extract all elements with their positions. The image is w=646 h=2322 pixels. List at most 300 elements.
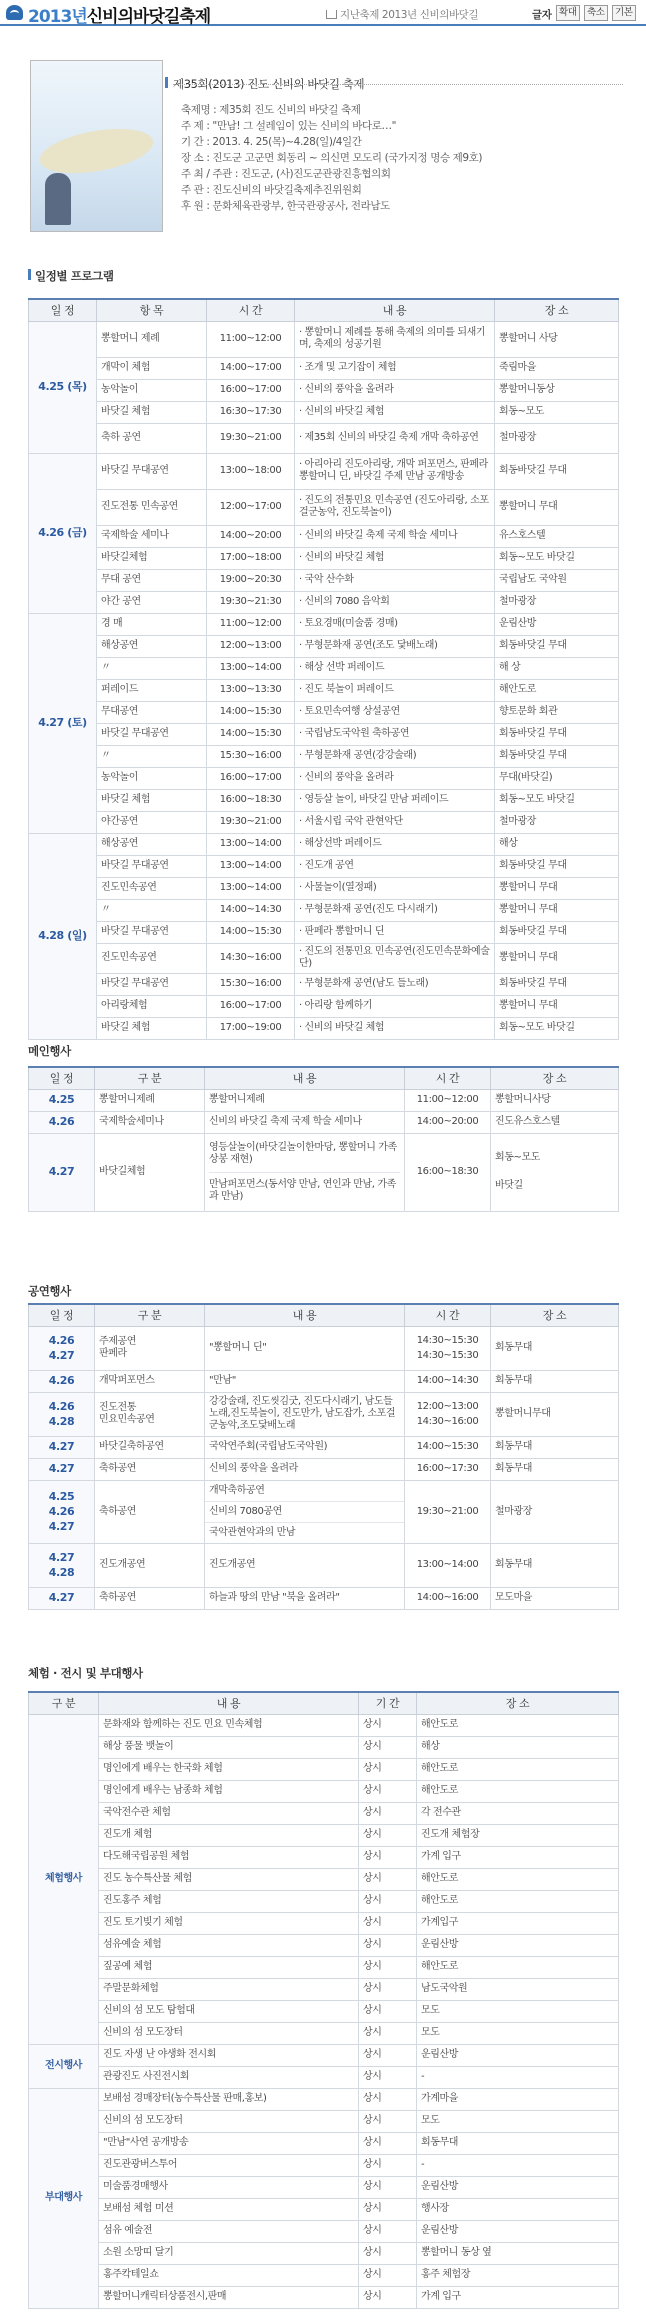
info-divider bbox=[173, 84, 623, 85]
festival-logo-icon bbox=[6, 5, 23, 20]
content-cell: · 영등살 놀이, 바닷길 만남 퍼레이드 bbox=[295, 789, 495, 811]
content-line: "만남" bbox=[209, 1375, 236, 1386]
table-row bbox=[29, 2286, 619, 2308]
content-cell bbox=[205, 1392, 405, 1436]
period-cell: 상시 bbox=[359, 2176, 417, 2198]
poster-figure bbox=[45, 173, 71, 225]
content-cell bbox=[205, 1480, 405, 1543]
content-cell: · 신비의 풍악을 올려라 bbox=[295, 379, 495, 401]
content-cell: · 무형문화재 공연(남도 들노래) bbox=[295, 973, 495, 995]
date-cell: 4.27 (토) bbox=[29, 613, 97, 833]
place-cell: 뽕할머니 무대 bbox=[495, 899, 619, 921]
type-line: 민요민속공연 bbox=[99, 1414, 155, 1425]
time-cell: 19:00~20:30 bbox=[207, 569, 295, 591]
table-row bbox=[29, 2066, 619, 2088]
content-cell: 문화재와 함께하는 진도 민요 민속체험 bbox=[99, 1714, 359, 1736]
table-row bbox=[29, 943, 619, 973]
content-cell: · 판페라 뽕할머니 딘 bbox=[295, 921, 495, 943]
item-cell: 무대 공연 bbox=[97, 569, 207, 591]
place-cell: 회동무대 bbox=[491, 1543, 619, 1587]
period-cell: 상시 bbox=[359, 2242, 417, 2264]
content-cell: "만남"사연 공개방송 bbox=[99, 2132, 359, 2154]
content-cell: · 국립남도국악원 축하공연 bbox=[295, 723, 495, 745]
type-cell bbox=[95, 1458, 205, 1480]
time-cell: 17:00~18:00 bbox=[207, 547, 295, 569]
col-header-time: 시 간 bbox=[405, 1304, 491, 1326]
type-line: 주제공연 bbox=[99, 1336, 137, 1347]
period-cell: 상시 bbox=[359, 2066, 417, 2088]
place-cell bbox=[491, 1133, 619, 1211]
content-cell: 주말문화체험 bbox=[99, 1978, 359, 2000]
content-cell: · 국악 산수화 bbox=[295, 569, 495, 591]
content-cell: · 서울시립 국악 관현악단 bbox=[295, 811, 495, 833]
performances-section-title: 공연행사 bbox=[28, 1284, 71, 1298]
item-cell: 진도민속공연 bbox=[97, 943, 207, 973]
time-cell bbox=[405, 1436, 491, 1458]
table-row bbox=[29, 569, 619, 591]
place-cell: 회동~모도 바닷길 bbox=[495, 547, 619, 569]
place-line: 회동~모도 bbox=[495, 1152, 541, 1163]
period-cell: 상시 bbox=[359, 1868, 417, 1890]
time-line: 14:00~15:30 bbox=[416, 1441, 479, 1452]
item-cell: 〃 bbox=[97, 745, 207, 767]
table-row bbox=[29, 877, 619, 899]
time-cell: 11:00~12:00 bbox=[405, 1089, 491, 1111]
place-cell: - bbox=[417, 2066, 619, 2088]
table-row bbox=[29, 789, 619, 811]
type-line: 축하공연 bbox=[99, 1463, 137, 1474]
content-line: 강강술래, 진도씻김굿, 진도다시래기, 남도들노래,진도북놀이, 진도만가, 남도잡가, 소포걸군농악,조도닻배노래 bbox=[209, 1396, 396, 1431]
content-cell: 국악전수관 체험 bbox=[99, 1802, 359, 1824]
date-line: 4.25 bbox=[48, 1489, 75, 1503]
table-row bbox=[29, 1326, 619, 1370]
content-cell: · 신비의 바닷길 체험 bbox=[295, 547, 495, 569]
period-cell: 상시 bbox=[359, 1714, 417, 1736]
place-cell: 철마광장 bbox=[491, 1480, 619, 1543]
place-cell: 회동무대 bbox=[491, 1436, 619, 1458]
period-cell: 상시 bbox=[359, 1824, 417, 1846]
date-line: 4.26 bbox=[48, 1504, 75, 1518]
place-cell: 회동바닷길 무대 bbox=[495, 453, 619, 489]
content-cell bbox=[205, 1436, 405, 1458]
col-header-date: 일 정 bbox=[29, 1067, 95, 1089]
time-cell: 13:00~14:00 bbox=[207, 833, 295, 855]
time-line: 16:00~17:30 bbox=[416, 1463, 479, 1474]
table-row bbox=[29, 423, 619, 453]
date-cell bbox=[29, 1326, 95, 1370]
content-cell: · 조개 및 고기잡이 체험 bbox=[295, 357, 495, 379]
item-cell: 해상공연 bbox=[97, 635, 207, 657]
item-cell: 〃 bbox=[97, 657, 207, 679]
place-cell: 해안도로 bbox=[417, 1868, 619, 1890]
period-cell: 상시 bbox=[359, 1758, 417, 1780]
col-header-type: 구 분 bbox=[95, 1304, 205, 1326]
place-cell: 운림산방 bbox=[417, 2220, 619, 2242]
content-cell: · 진도 북놀이 퍼레이드 bbox=[295, 679, 495, 701]
place-cell: 해안도로 bbox=[417, 1758, 619, 1780]
type-cell bbox=[95, 1326, 205, 1370]
festival-title bbox=[28, 2, 210, 27]
content-line: 진도개공연 bbox=[209, 1559, 256, 1570]
info-line: 주 최 / 주관 : 진도군, (사)진도군관광진흥협의회 bbox=[181, 168, 391, 180]
place-cell: 회동무대 bbox=[491, 1326, 619, 1370]
table-row bbox=[29, 613, 619, 635]
place-cell: 해상 bbox=[417, 1736, 619, 1758]
time-cell: 16:00~18:30 bbox=[405, 1133, 491, 1211]
time-cell: 11:00~12:00 bbox=[207, 321, 295, 357]
place-cell: 모도 bbox=[417, 2022, 619, 2044]
info-line: 주 관 : 진도신비의 바닷길축제추진위원회 bbox=[181, 184, 362, 196]
table-row bbox=[29, 973, 619, 995]
table-row bbox=[29, 899, 619, 921]
info-line: 주 제 : "만남! 그 설레임이 있는 신비의 바다로…" bbox=[181, 120, 397, 132]
place-cell: 해상 bbox=[495, 833, 619, 855]
period-cell: 상시 bbox=[359, 2286, 417, 2308]
date-line: 4.27 bbox=[48, 1440, 75, 1453]
place-cell: 해안도로 bbox=[417, 1956, 619, 1978]
table-row bbox=[29, 635, 619, 657]
content-cell: 미술품경매행사 bbox=[99, 2176, 359, 2198]
home-icon[interactable] bbox=[326, 10, 337, 19]
content-cell: 명인에게 배우는 남종화 체험 bbox=[99, 1780, 359, 1802]
place-cell: 행사장 bbox=[417, 2198, 619, 2220]
breadcrumb-text[interactable]: 지난축제 2013년 신비의바닷길 bbox=[340, 9, 479, 21]
place-cell: 철마광장 bbox=[495, 811, 619, 833]
content-cell: · 제35회 신비의 바닷길 축제 개막 축하공연 bbox=[295, 423, 495, 453]
content-cell: · 신비의 바닷길 체험 bbox=[295, 1017, 495, 1039]
place-cell: 회동바닷길 무대 bbox=[495, 723, 619, 745]
time-cell bbox=[405, 1370, 491, 1392]
time-cell: 14:00~15:30 bbox=[207, 921, 295, 943]
period-cell: 상시 bbox=[359, 2220, 417, 2242]
type-line: 축하공연 bbox=[99, 1592, 137, 1603]
time-cell: 16:00~17:00 bbox=[207, 379, 295, 401]
date-line: 4.27 bbox=[48, 1348, 75, 1362]
table-row bbox=[29, 379, 619, 401]
period-cell: 상시 bbox=[359, 1978, 417, 2000]
font-shrink-button[interactable]: 축소 bbox=[584, 5, 608, 21]
place-cell: 가계입구 bbox=[417, 1912, 619, 1934]
place-cell: 남도국악원 bbox=[417, 1978, 619, 2000]
time-cell bbox=[405, 1326, 491, 1370]
date-line: 4.27 bbox=[48, 1591, 75, 1604]
date-cell bbox=[29, 1480, 95, 1543]
content-cell bbox=[205, 1326, 405, 1370]
content-line: 영등살놀이(바닷길놀이한마당, 뽕할머니 가족상봉 재현) bbox=[209, 1142, 400, 1173]
period-cell: 상시 bbox=[359, 1890, 417, 1912]
date-cell bbox=[29, 1458, 95, 1480]
item-cell: 바닷길 무대공연 bbox=[97, 453, 207, 489]
item-cell: 뽕할머니 제례 bbox=[97, 321, 207, 357]
time-line: 14:30~16:00 bbox=[416, 1415, 479, 1427]
place-cell: 뽕할머니무대 bbox=[491, 1392, 619, 1436]
time-cell bbox=[405, 1458, 491, 1480]
col-header-type: 구 분 bbox=[29, 1692, 99, 1714]
table-row bbox=[29, 1017, 619, 1039]
place-cell: 진도유스호스텔 bbox=[491, 1111, 619, 1133]
time-cell: 19:30~21:00 bbox=[207, 423, 295, 453]
period-cell: 상시 bbox=[359, 1956, 417, 1978]
content-cell: 진도 자생 난 야생화 전시회 bbox=[99, 2044, 359, 2066]
place-cell: 해안도로 bbox=[417, 1780, 619, 1802]
place-cell: 뽕할머니 무대 bbox=[495, 877, 619, 899]
time-cell: 13:00~14:00 bbox=[207, 877, 295, 899]
time-cell: 14:00~14:30 bbox=[207, 899, 295, 921]
date-cell: 4.25 bbox=[29, 1089, 95, 1111]
time-line: 14:00~14:30 bbox=[416, 1375, 479, 1386]
item-cell: 〃 bbox=[97, 899, 207, 921]
place-cell: 운림산방 bbox=[495, 613, 619, 635]
col-header-content: 내 용 bbox=[99, 1692, 359, 1714]
time-cell: 16:00~17:00 bbox=[207, 767, 295, 789]
table-row bbox=[29, 2176, 619, 2198]
time-cell bbox=[405, 1543, 491, 1587]
place-cell: 모도 bbox=[417, 2110, 619, 2132]
place-cell: 뽕할머니 무대 bbox=[495, 943, 619, 973]
period-cell: 상시 bbox=[359, 1846, 417, 1868]
item-cell: 바닷길체험 bbox=[97, 547, 207, 569]
time-cell: 14:00~20:00 bbox=[207, 525, 295, 547]
place-cell: 해안도로 bbox=[417, 1890, 619, 1912]
col-header-content: 내 용 bbox=[295, 299, 495, 321]
table-row bbox=[29, 2154, 619, 2176]
place-cell: 해안도로 bbox=[495, 679, 619, 701]
content-cell: 섬유 예술전 bbox=[99, 2220, 359, 2242]
date-cell bbox=[29, 1587, 95, 1609]
time-cell: 12:00~17:00 bbox=[207, 489, 295, 525]
top-bar bbox=[0, 0, 646, 26]
table-row bbox=[29, 2264, 619, 2286]
date-cell: 4.26 (금) bbox=[29, 453, 97, 613]
place-cell: 진도개 체험장 bbox=[417, 1824, 619, 1846]
table-row bbox=[29, 1480, 619, 1543]
time-cell: 13:00~14:00 bbox=[207, 657, 295, 679]
table-row bbox=[29, 679, 619, 701]
content-cell bbox=[205, 1458, 405, 1480]
item-cell: 바닷길 무대공연 bbox=[97, 723, 207, 745]
font-reset-button[interactable]: 기본 bbox=[612, 5, 636, 21]
content-cell: 홍주칵테일쇼 bbox=[99, 2264, 359, 2286]
type-cell bbox=[95, 1436, 205, 1458]
item-cell: 바닷길 체험 bbox=[97, 401, 207, 423]
time-line: 14:30~15:30 bbox=[416, 1349, 479, 1361]
type-cell: 뽕할머니제례 bbox=[95, 1089, 205, 1111]
place-cell: 회동~모도 바닷길 bbox=[495, 1017, 619, 1039]
content-cell: 뽕할머니제례 bbox=[205, 1089, 405, 1111]
content-line: 하늘과 땅의 만남 "북을 올려라" bbox=[209, 1592, 340, 1603]
date-line: 4.26 bbox=[48, 1374, 75, 1387]
table-row bbox=[29, 921, 619, 943]
period-cell: 상시 bbox=[359, 1736, 417, 1758]
item-cell: 퍼레이드 bbox=[97, 679, 207, 701]
place-cell: 향토문화 회관 bbox=[495, 701, 619, 723]
table-row bbox=[29, 1458, 619, 1480]
table-row bbox=[29, 1846, 619, 1868]
table-row bbox=[29, 855, 619, 877]
content-cell: 관광진도 사진전시회 bbox=[99, 2066, 359, 2088]
content-cell: 진도관광버스투어 bbox=[99, 2154, 359, 2176]
table-row bbox=[29, 525, 619, 547]
time-cell: 13:00~14:00 bbox=[207, 855, 295, 877]
item-cell: 무대공연 bbox=[97, 701, 207, 723]
content-cell: · 토요민속여행 상설공연 bbox=[295, 701, 495, 723]
item-cell: 개막이 체험 bbox=[97, 357, 207, 379]
type-line: 판페라 bbox=[99, 1348, 127, 1359]
place-cell: 뽕할머니사당 bbox=[491, 1089, 619, 1111]
period-cell: 상시 bbox=[359, 2088, 417, 2110]
info-line: 축제명 : 제35회 진도 신비의 바닷길 축제 bbox=[181, 104, 361, 116]
item-cell: 농악놀이 bbox=[97, 767, 207, 789]
item-cell: 바닷길 무대공연 bbox=[97, 855, 207, 877]
content-cell: · 아리아리 진도아리랑, 개막 퍼포먼스, 판페라 뽕할머니 딘, 바닷길 주제 만남 공개방송 bbox=[295, 453, 495, 489]
col-header-place: 장 소 bbox=[491, 1067, 619, 1089]
period-cell: 상시 bbox=[359, 2132, 417, 2154]
table-row bbox=[29, 2088, 619, 2110]
item-cell: 야간 공연 bbox=[97, 591, 207, 613]
content-line: 국악연주회(국립남도국악원) bbox=[209, 1441, 328, 1452]
main-events-section-title: 메인행사 bbox=[28, 1044, 71, 1058]
place-cell: 홍주 체험장 bbox=[417, 2264, 619, 2286]
col-header-place: 장 소 bbox=[491, 1304, 619, 1326]
time-line: 12:00~13:00 bbox=[416, 1400, 479, 1412]
group-cell: 체험행사 bbox=[29, 1714, 99, 2044]
place-cell: 회동무대 bbox=[491, 1370, 619, 1392]
date-cell: 4.26 bbox=[29, 1111, 95, 1133]
table-row bbox=[29, 2198, 619, 2220]
time-cell: 19:30~21:30 bbox=[207, 591, 295, 613]
content-line: 신비의 풍악을 올려라 bbox=[209, 1463, 298, 1474]
performances-table bbox=[28, 1303, 619, 1610]
content-cell: 보배섬 경매장터(농수특산물 판매,홍보) bbox=[99, 2088, 359, 2110]
poster-sea-road bbox=[36, 121, 156, 180]
table-row bbox=[29, 1089, 619, 1111]
table-row bbox=[29, 1824, 619, 1846]
content-line: 만남퍼포먼스(동서양 만남, 연인과 만남, 가족과 만남) bbox=[209, 1178, 396, 1202]
item-cell: 국제학술 세미나 bbox=[97, 525, 207, 547]
time-cell: 14:00~15:30 bbox=[207, 723, 295, 745]
content-cell: · 신비의 풍악을 올려라 bbox=[295, 767, 495, 789]
item-cell: 바닷길 체험 bbox=[97, 789, 207, 811]
place-cell: 회동바닷길 무대 bbox=[495, 745, 619, 767]
item-cell: 경 매 bbox=[97, 613, 207, 635]
table-row bbox=[29, 1133, 619, 1211]
table-row bbox=[29, 1370, 619, 1392]
place-cell: 회동무대 bbox=[417, 2132, 619, 2154]
festival-poster-image bbox=[30, 60, 163, 232]
content-cell: 소원 소망띠 달기 bbox=[99, 2242, 359, 2264]
content-cell bbox=[205, 1133, 405, 1211]
date-line: 4.28 bbox=[48, 1565, 75, 1579]
item-cell: 아리랑체험 bbox=[97, 995, 207, 1017]
info-title: 제35회(2013) 진도 신비의 바닷길 축제 bbox=[173, 77, 365, 91]
table-row bbox=[29, 833, 619, 855]
table-row bbox=[29, 1736, 619, 1758]
col-header-item: 항 목 bbox=[97, 299, 207, 321]
content-cell: · 진도의 전통민요 민속공연(진도민속문화예술단) bbox=[295, 943, 495, 973]
period-cell: 상시 bbox=[359, 2022, 417, 2044]
main-events-table bbox=[28, 1066, 619, 1212]
table-row bbox=[29, 1978, 619, 2000]
time-cell: 16:00~17:00 bbox=[207, 995, 295, 1017]
table-row bbox=[29, 401, 619, 423]
content-cell: 신비의 바닷길 축제 국제 학술 세미나 bbox=[205, 1111, 405, 1133]
content-cell: · 무형문화재 공연(진도 다시래기) bbox=[295, 899, 495, 921]
col-header-period: 기 간 bbox=[359, 1692, 417, 1714]
type-line: 개막퍼포먼스 bbox=[99, 1375, 155, 1386]
time-cell bbox=[405, 1480, 491, 1543]
table-row bbox=[29, 1758, 619, 1780]
item-cell: 농악놀이 bbox=[97, 379, 207, 401]
type-cell bbox=[95, 1370, 205, 1392]
date-cell bbox=[29, 1370, 95, 1392]
content-cell: · 신비의 바닷길 체험 bbox=[295, 401, 495, 423]
table-row bbox=[29, 1912, 619, 1934]
period-cell: 상시 bbox=[359, 2264, 417, 2286]
time-cell: 17:00~19:00 bbox=[207, 1017, 295, 1039]
font-enlarge-button[interactable]: 확대 bbox=[556, 5, 580, 21]
time-cell: 14:30~16:00 bbox=[207, 943, 295, 973]
content-line: 개막축하공연 bbox=[205, 1481, 404, 1502]
type-cell bbox=[95, 1587, 205, 1609]
content-cell: 진도홍주 체험 bbox=[99, 1890, 359, 1912]
place-cell: 해 상 bbox=[495, 657, 619, 679]
content-cell: · 신비의 바닷길 축제 국제 학술 세미나 bbox=[295, 525, 495, 547]
table-row bbox=[29, 1392, 619, 1436]
festival-year: 2013년 bbox=[28, 7, 87, 27]
schedule-section-title: 일정별 프로그램 bbox=[28, 268, 114, 284]
content-cell: · 진도의 전통민요 민속공연 (진도아리랑, 소포걸군농악, 진도북놀이) bbox=[295, 489, 495, 525]
breadcrumb bbox=[326, 7, 478, 22]
content-cell: 뽕할머니캐릭터상품전시,판매 bbox=[99, 2286, 359, 2308]
time-cell: 16:00~18:30 bbox=[207, 789, 295, 811]
time-cell: 14:00~17:00 bbox=[207, 357, 295, 379]
place-cell: 회동바닷길 무대 bbox=[495, 855, 619, 877]
item-cell: 야간공연 bbox=[97, 811, 207, 833]
time-cell: 16:30~17:30 bbox=[207, 401, 295, 423]
time-cell: 14:00~15:30 bbox=[207, 701, 295, 723]
col-header-place: 장 소 bbox=[417, 1692, 619, 1714]
content-cell: 진도개 체험 bbox=[99, 1824, 359, 1846]
col-header-type: 구 분 bbox=[95, 1067, 205, 1089]
type-line: 진도전통 bbox=[99, 1402, 137, 1413]
table-row bbox=[29, 2132, 619, 2154]
table-row bbox=[29, 547, 619, 569]
content-cell: 짚공예 체험 bbox=[99, 1956, 359, 1978]
date-cell bbox=[29, 1392, 95, 1436]
table-row bbox=[29, 657, 619, 679]
experience-section-title: 체험 · 전시 및 부대행사 bbox=[28, 1666, 143, 1680]
content-cell: · 무형문화재 공연(강강술래) bbox=[295, 745, 495, 767]
table-row bbox=[29, 995, 619, 1017]
place-cell: 운림산방 bbox=[417, 2044, 619, 2066]
place-cell: 철마광장 bbox=[495, 423, 619, 453]
content-cell: 명인에게 배우는 한국화 체험 bbox=[99, 1758, 359, 1780]
content-cell bbox=[205, 1543, 405, 1587]
content-line: "뽕할머니 딘" bbox=[209, 1342, 267, 1353]
table-row bbox=[29, 2242, 619, 2264]
time-cell: 12:00~13:00 bbox=[207, 635, 295, 657]
col-header-time: 시 간 bbox=[405, 1067, 491, 1089]
type-cell bbox=[95, 1480, 205, 1543]
table-row bbox=[29, 767, 619, 789]
table-row bbox=[29, 1436, 619, 1458]
date-line: 4.27 bbox=[48, 1550, 75, 1564]
time-cell: 13:00~18:00 bbox=[207, 453, 295, 489]
col-header-content: 내 용 bbox=[205, 1304, 405, 1326]
date-cell: 4.27 bbox=[29, 1133, 95, 1211]
table-row bbox=[29, 1956, 619, 1978]
date-cell: 4.25 (목) bbox=[29, 321, 97, 453]
